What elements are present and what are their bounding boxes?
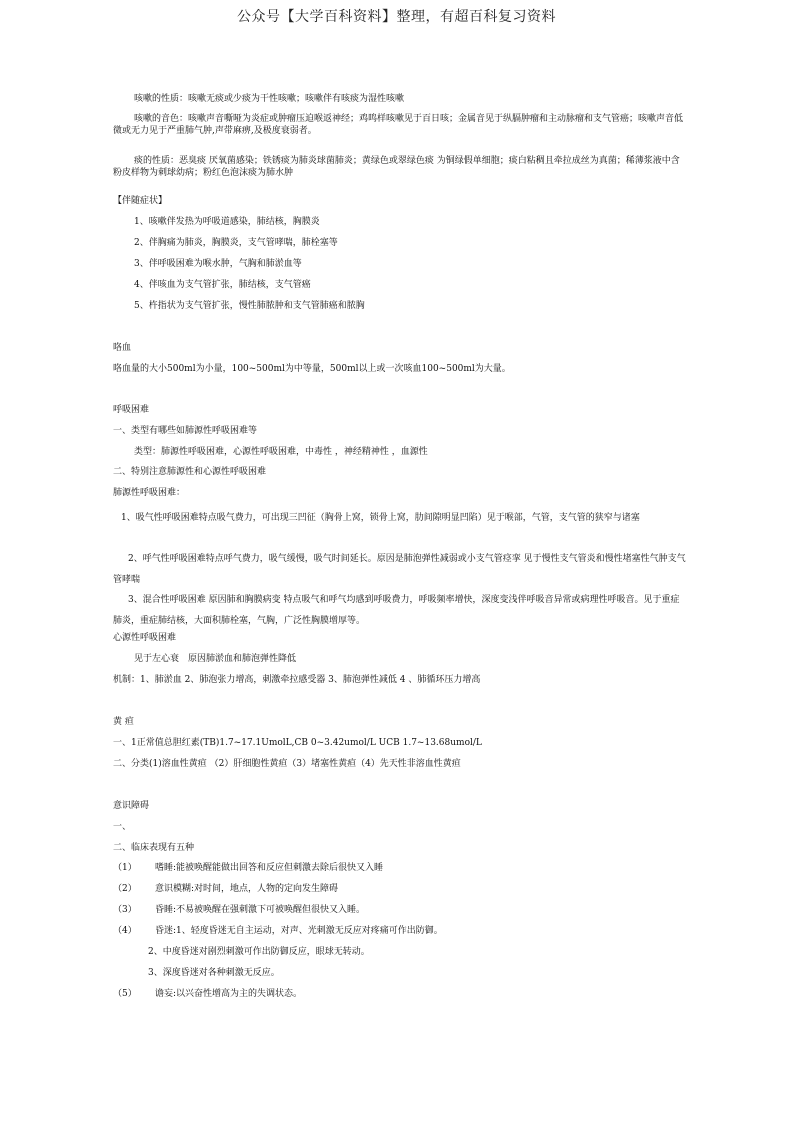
consciousness-item-1: 一、 <box>113 822 132 832</box>
pulmonary-item-2: 2、呼气性呼吸困难特点呼气费力，吸气缓慢，吸气时间延长。原因是肺泡弹性减弱或小支气管痉挛 见于慢性支气管炎和慢性堵塞性气肿支气管哮喘 <box>113 554 686 585</box>
row-number: （4） <box>113 926 137 936</box>
row-text: 昏迷:1、轻度昏迷无自主运动，对声、光刺激无反应对疼痛可作出防御。 <box>155 926 443 936</box>
coma-moderate: 2、中度昏迷对剧烈刺激可作出防御反应，眼球无转动。 <box>148 947 370 957</box>
row-text: 谵妄:以兴奋性增高为主的失调状态。 <box>155 989 303 999</box>
cough-tone: 咳嗽的音色：咳嗽声音嘶哑为炎症或肿瘤压迫喉返神经；鸡鸣样咳嗽见于百日咳；金属音见于纵膈肿瘤和主动脉瘤和支气管癌；咳嗽声音低微或无力见于严重肺气肿,声带麻痹,及极度衰弱者。 <box>113 114 684 136</box>
dyspnea-types: 类型：肺源性呼吸困难，心源性呼吸困难，中毒性 ，神经精神性 ，血源性 <box>134 447 428 457</box>
coma-deep: 3、深度昏迷对各种刺激无反应。 <box>148 968 280 978</box>
row-text: 意识模糊:对时间，地点，人物的定向发生障碍 <box>155 884 339 894</box>
consciousness-row <box>113 904 365 916</box>
jaundice-line-2: 二、分类(1)溶血性黄疸 （2）肝细胞性黄疸（3）堵塞性黄疸（4）先天性非溶血性黄疸 <box>113 759 461 769</box>
pulmonary-item-3: 3、混合性呼吸困难 原因肺和胸膜病变 特点吸气和呼气均感到呼吸费力，呼吸频率增快，深度变浅伴呼吸音异常或病理性呼吸音。见于重症肺炎，重症肺结核，大面积肺栓塞，气胸，广泛性胸膜增厚等。 <box>113 595 680 626</box>
consciousness-row <box>113 988 302 1000</box>
row-text: 嗜睡:能被唤醒能做出回答和反应但刺激去除后很快又入睡 <box>155 863 384 873</box>
row-number: （2） <box>113 884 137 894</box>
jaundice-title: 黄 疸 <box>113 717 134 727</box>
hemoptysis-title: 咯血 <box>113 343 132 353</box>
pulmonary-item-1: 1、吸气性呼吸困难特点吸气费力，可出现三凹征（胸骨上窝，锁骨上窝，肋间隙明显凹陷）见于喉部，气管，支气管的狭窄与诸塞 <box>121 513 640 523</box>
hemoptysis-text: 咯血量的大小500ml为小量，100~500ml为中等量，500ml以上或一次咳血100~500ml为大量。 <box>113 364 511 374</box>
accompany-title: 【伴随症状】 <box>113 196 168 206</box>
sputum-nature: 痰的性质：恶臭痰 厌氧菌感染；铁锈痰为肺炎球菌肺炎；黄绿色或翠绿色痰 为铜绿假单细胞；痰白粘稠且牵拉成丝为真菌；稀薄浆液中含粉皮样物为刺球幼病；粉红色泡沫痰为肺水肿 <box>113 156 680 178</box>
accompany-item-3: 3、伴呼吸困难为喉水肿，气胸和肺淤血等 <box>134 259 302 269</box>
cough-nature: 咳嗽的性质：咳嗽无痰或少痰为干性咳嗽；咳嗽伴有咳痰为湿性咳嗽 <box>134 94 405 104</box>
accompany-item-4: 4、伴咳血为支气管扩张，肺结核，支气管癌 <box>134 280 311 290</box>
accompany-item-5: 5、杵指状为支气管扩张，慢性肺脓肿和支气管肺癌和脓胸 <box>134 301 365 311</box>
accompany-item-2: 2、伴胸痛为肺炎，胸膜炎，支气管哮喘，肺栓塞等 <box>134 238 338 248</box>
mechanism-text: 机制：1、肺淤血 2、肺泡张力增高，刺激牵拉感受器 3、肺泡弹性减低 4 、肺循环压力增高 <box>113 675 481 685</box>
consciousness-title: 意识障碍 <box>113 801 150 811</box>
page-header: 公众号【大学百科资料】整理，有超百科复习资料 <box>237 9 556 25</box>
cardiac-text: 见于左心衰 原因肺淤血和肺泡弹性降低 <box>134 654 297 664</box>
row-number: （5） <box>113 989 137 999</box>
consciousness-row <box>113 925 443 937</box>
row-number: （1） <box>113 863 137 873</box>
dyspnea-q1: 一、类型有哪些如肺源性呼吸困难等 <box>113 426 258 436</box>
consciousness-row <box>113 862 383 874</box>
dyspnea-title: 呼吸困难 <box>113 405 150 415</box>
accompany-item-1: 1、咳嗽伴发热为呼吸道感染，肺结核，胸膜炎 <box>134 217 320 227</box>
row-text: 昏睡:不易被唤醒在强刺激下可被唤醒但很快又入睡。 <box>155 905 366 915</box>
jaundice-line-1: 一、1正常值总胆红素(TB)1.7~17.1UmolL,CB 0~3.42umol/L UCB 1.7~13.68umol/L <box>113 738 482 748</box>
pulmonary-title: 肺源性呼吸困难： <box>113 488 186 498</box>
consciousness-row <box>113 883 338 895</box>
cardiac-title: 心源性呼吸困难 <box>113 633 177 643</box>
row-number: （3） <box>113 905 137 915</box>
dyspnea-q2: 二、特别注意肺源性和心源性呼吸困难 <box>113 467 267 477</box>
consciousness-item-2: 二、临床表现有五种 <box>113 843 195 853</box>
